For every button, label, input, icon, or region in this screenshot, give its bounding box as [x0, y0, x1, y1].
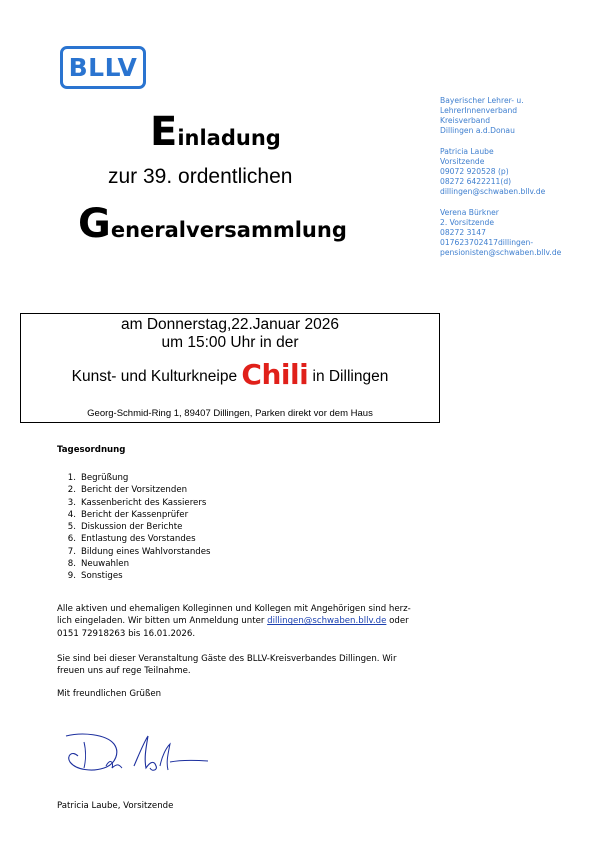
guest-paragraph: [57, 653, 487, 678]
contact-line: Vorsitzende: [440, 157, 485, 166]
contact-line: 2. Vorsitzende: [440, 218, 495, 227]
item-number: 8.: [67, 559, 76, 570]
list-item: [61, 497, 211, 509]
event-venue: [21, 358, 439, 391]
item-number: 7.: [67, 546, 76, 557]
handwritten-signature: [62, 722, 212, 784]
list-item: [61, 484, 211, 496]
contact-line: 08272 3147: [440, 228, 486, 237]
list-item: [61, 570, 211, 582]
agenda-title: Tagesordnung: [57, 445, 126, 455]
org-line: LehrerInnenverband: [440, 106, 518, 115]
item-text: Diskussion der Berichte: [81, 522, 183, 533]
bllv-logo: [60, 46, 146, 89]
title-generalversammlung: [78, 201, 347, 247]
contact-line: Verena Bürkner: [440, 208, 499, 217]
title-initial-g: G: [78, 201, 111, 247]
item-text: Neuwahlen: [81, 559, 130, 570]
paragraph-line: freuen uns auf rege Teilnahme.: [57, 666, 191, 677]
list-item: [61, 533, 211, 545]
org-line: Dillingen a.d.Donau: [440, 126, 515, 135]
logo-text: BLLV: [68, 53, 138, 82]
title-initial-e: E: [150, 109, 178, 155]
list-item: [61, 509, 211, 521]
venue-suffix: in Dillingen: [308, 368, 389, 385]
paragraph-text: oder: [386, 616, 409, 627]
title-subline: zur 39. ordentlichen: [108, 165, 293, 188]
item-text: Kassenbericht des Kassierers: [81, 497, 207, 508]
venue-prefix: Kunst- und Kulturkneipe: [71, 368, 242, 385]
closing-greeting: Mit freundlichen Grüßen: [57, 689, 162, 699]
title-rest-einladung: inladung: [177, 126, 281, 150]
list-item: [61, 472, 211, 484]
title-rest-generalversammlung: eneralversammlung: [110, 218, 347, 242]
contact-email[interactable]: pensionisten@schwaben.bllv.de: [440, 248, 562, 257]
event-date: am Donnerstag,22.Januar 2026: [120, 316, 339, 333]
paragraph-line: [57, 615, 487, 627]
item-text: Bildung eines Wahlvorstandes: [81, 546, 211, 557]
item-text: Bericht der Kassenprüfer: [81, 509, 189, 520]
item-text: Begrüßung: [81, 473, 129, 483]
contact-line: 08272 6422211(d): [440, 177, 512, 186]
event-time: um 15:00 Uhr in der: [161, 334, 299, 351]
contact-chair-block: [440, 147, 590, 197]
org-line: Bayerischer Lehrer- u.: [440, 96, 524, 105]
item-number: 6.: [67, 534, 76, 545]
title-einladung: [150, 109, 310, 155]
organization-block: [440, 96, 590, 136]
item-number: 1.: [67, 473, 76, 483]
list-item: [61, 521, 211, 533]
list-item: [61, 558, 211, 570]
signer-name: Patricia Laube, Vorsitzende: [57, 801, 174, 811]
chili-logo: Chili: [241, 358, 309, 391]
contact-line: 017623702417dillingen-: [440, 238, 534, 247]
paragraph-line: Alle aktiven und ehemaligen Kolleginnen und Kollegen mit Angehörigen sind herz-: [57, 604, 411, 614]
item-number: 4.: [67, 509, 76, 520]
registration-email-link[interactable]: dillingen@schwaben.bllv.de: [267, 616, 387, 627]
contact-vice-chair-block: [440, 208, 590, 258]
item-number: 9.: [67, 571, 76, 582]
org-line: Kreisverband: [440, 116, 491, 125]
paragraph-line: 0151 72918263 bis 16.01.2026.: [57, 628, 196, 639]
agenda-list: [61, 472, 211, 583]
contact-email[interactable]: dillingen@schwaben.bllv.de: [440, 187, 546, 196]
item-text: Entlastung des Vorstandes: [81, 534, 196, 545]
item-number: 5.: [67, 522, 76, 533]
item-number: 3.: [67, 497, 76, 508]
contact-line: 09072 920528 (p): [440, 167, 509, 176]
event-box: [20, 313, 440, 423]
list-item: [61, 546, 211, 558]
item-number: 2.: [67, 485, 76, 496]
contact-sidebar: [440, 96, 590, 269]
paragraph-text: lich eingeladen. Wir bitten um Anmeldung unter: [57, 616, 268, 627]
item-text: Sonstiges: [81, 571, 123, 582]
invitation-paragraph: [57, 603, 487, 640]
contact-line: Patricia Laube: [440, 147, 494, 156]
event-address: Georg-Schmid-Ring 1, 89407 Dillingen, Parken direkt vor dem Haus: [87, 408, 373, 419]
paragraph-line: Sie sind bei dieser Veranstaltung Gäste des BLLV-Kreisverbandes Dillingen. Wir: [57, 654, 397, 664]
item-text: Bericht der Vorsitzenden: [81, 485, 188, 496]
